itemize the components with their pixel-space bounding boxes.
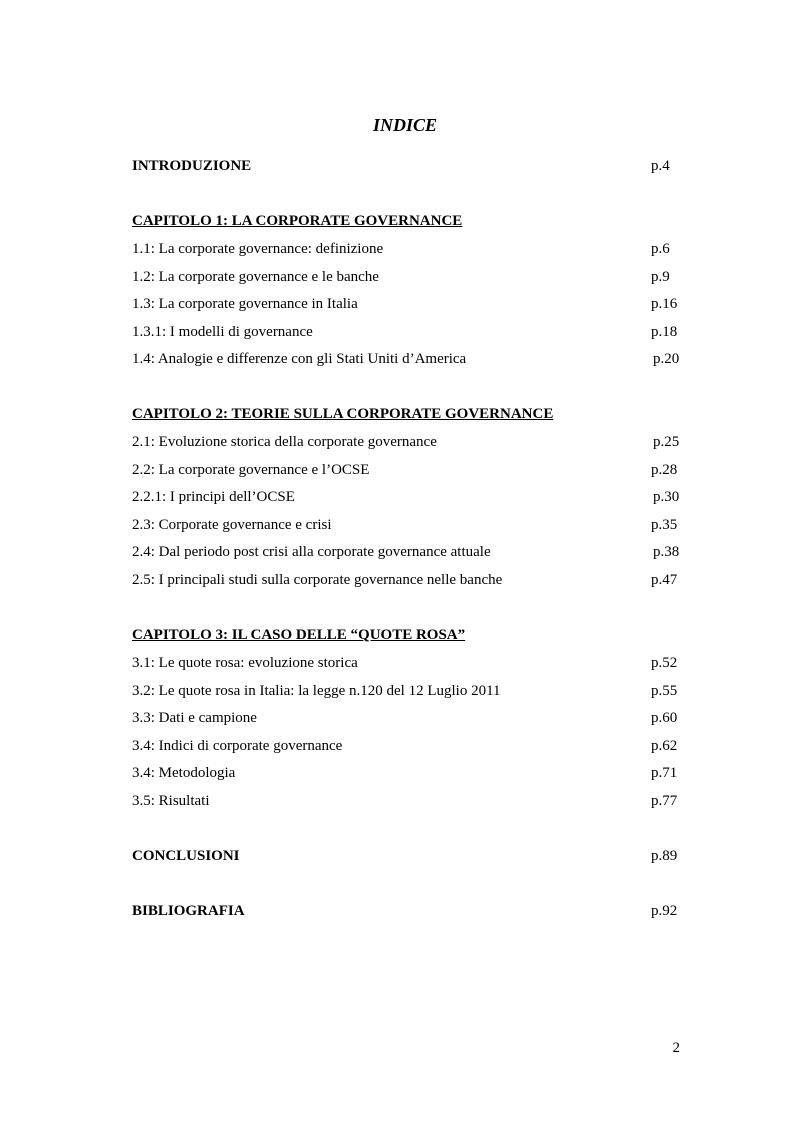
toc-conclusioni-page: p.89 [651,848,678,864]
toc-page-1-2: p.9 [651,269,670,285]
toc-introduzione-page: p.4 [651,158,670,174]
toc-conclusioni-label: CONCLUSIONI [132,848,240,864]
toc-bibliografia-label: BIBLIOGRAFIA [132,903,245,919]
toc-entry-1-1: 1.1: La corporate governance: definizione [132,241,384,257]
chapter-3-heading: CAPITOLO 3: IL CASO DELLE “QUOTE ROSA” [132,627,466,643]
toc-entry-2-2-1: 2.2.1: I principi dell’OCSE [132,489,295,505]
toc-page-3-5: p.77 [651,793,678,809]
toc-page-2-3: p.35 [651,517,678,533]
toc-page-2-2: p.28 [651,462,678,478]
toc-entry-1-3: 1.3: La corporate governance in Italia [132,296,358,312]
toc-page-1-1: p.6 [651,241,670,257]
chapter-2-heading: CAPITOLO 2: TEORIE SULLA CORPORATE GOVERNANCE [132,406,554,422]
toc-page-2-5: p.47 [651,572,678,588]
toc-page-3-4-metodologia: p.71 [651,765,678,781]
toc-entry-1-3-1: 1.3.1: I modelli di governance [132,324,313,340]
toc-page-2-2-1: p.30 [653,489,680,505]
toc-entry-3-4-metodologia: 3.4: Metodologia [132,765,236,781]
toc-page-3-4: p.62 [651,738,678,754]
toc-page-1-3-1: p.18 [651,324,678,340]
toc-entry-3-3: 3.3: Dati e campione [132,710,257,726]
toc-entry-2-5: 2.5: I principali studi sulla corporate governance nelle banche [132,572,503,588]
toc-entry-1-4: 1.4: Analogie e differenze con gli Stati Uniti d’America [132,351,467,367]
toc-page-3-2: p.55 [651,683,678,699]
toc-entry-2-2: 2.2: La corporate governance e l’OCSE [132,462,370,478]
toc-entry-3-4: 3.4: Indici di corporate governance [132,738,343,754]
toc-entry-3-1: 3.1: Le quote rosa: evoluzione storica [132,655,358,671]
toc-page-3-3: p.60 [651,710,678,726]
toc-page-2-1: p.25 [653,434,680,450]
page-title: INDICE [372,115,438,135]
toc-entry-2-1: 2.1: Evoluzione storica della corporate governance [132,434,437,450]
toc-page-1-4: p.20 [653,351,680,367]
toc-entry-2-3: 2.3: Corporate governance e crisi [132,517,332,533]
toc-entry-1-2: 1.2: La corporate governance e le banche [132,269,379,285]
toc-introduzione-label: INTRODUZIONE [132,158,252,174]
toc-page-3-1: p.52 [651,655,678,671]
toc-entry-2-4: 2.4: Dal periodo post crisi alla corporate governance attuale [132,544,491,560]
page-number: 2 [672,1040,680,1056]
toc-bibliografia-page: p.92 [651,903,678,919]
toc-entry-3-5: 3.5: Risultati [132,793,210,809]
chapter-1-heading: CAPITOLO 1: LA CORPORATE GOVERNANCE [132,213,463,229]
toc-page-2-4: p.38 [653,544,680,560]
toc-page-1-3: p.16 [651,296,678,312]
toc-entry-3-2: 3.2: Le quote rosa in Italia: la legge n.120 del 12 Luglio 2011 [132,683,501,699]
